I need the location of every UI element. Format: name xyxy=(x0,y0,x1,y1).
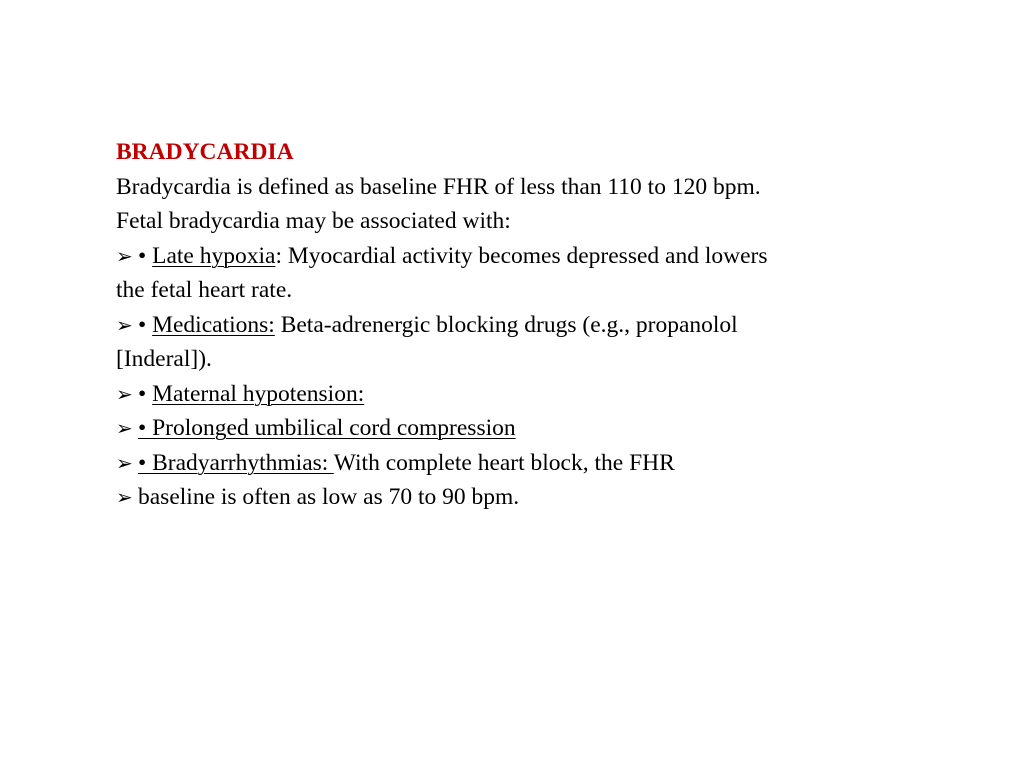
item-continuation: [Inderal]). xyxy=(116,346,212,372)
item-label: Medications: xyxy=(152,311,275,338)
arrow-bullet-icon: ➢ xyxy=(116,416,133,440)
item-text: baseline is often as low as 70 to 90 bpm. xyxy=(138,484,520,510)
list-item-bradyarrhythmias xyxy=(116,446,916,481)
list-item-late-hypoxia xyxy=(116,239,916,274)
item-text: : Myocardial activity becomes depressed and lowers xyxy=(275,242,768,269)
item-label: • Prolonged umbilical cord compression xyxy=(138,415,516,441)
slide-title: BRADYCARDIA xyxy=(116,139,294,165)
arrow-bullet-icon: ➢ xyxy=(116,243,133,268)
arrow-bullet-icon: ➢ xyxy=(116,485,133,509)
list-item-baseline xyxy=(116,480,916,515)
intro-line-1: Bradycardia is defined as baseline FHR of less than 110 to 120 bpm. xyxy=(116,173,761,200)
item-prefix: • xyxy=(138,380,153,407)
item-label: Maternal hypotension: xyxy=(152,380,365,407)
item-prefix: • xyxy=(138,311,153,338)
list-item-medications xyxy=(116,308,916,343)
item-prefix: • xyxy=(138,242,153,269)
list-item-cord-compression xyxy=(116,411,916,446)
item-label: Late hypoxia xyxy=(152,242,276,269)
arrow-bullet-icon: ➢ xyxy=(116,312,133,337)
intro-line-2: Fetal bradycardia may be associated with: xyxy=(116,208,511,234)
item-label: • Bradyarrhythmias: xyxy=(138,449,334,476)
item-text: Beta-adrenergic blocking drugs (e.g., propanolol xyxy=(274,311,738,338)
item-continuation: the fetal heart rate. xyxy=(116,277,293,303)
slide-content xyxy=(116,135,916,515)
item-text: With complete heart block, the FHR xyxy=(333,449,675,476)
arrow-bullet-icon: ➢ xyxy=(116,450,133,475)
arrow-bullet-icon: ➢ xyxy=(116,381,133,406)
list-item-maternal-hypotension xyxy=(116,377,916,412)
